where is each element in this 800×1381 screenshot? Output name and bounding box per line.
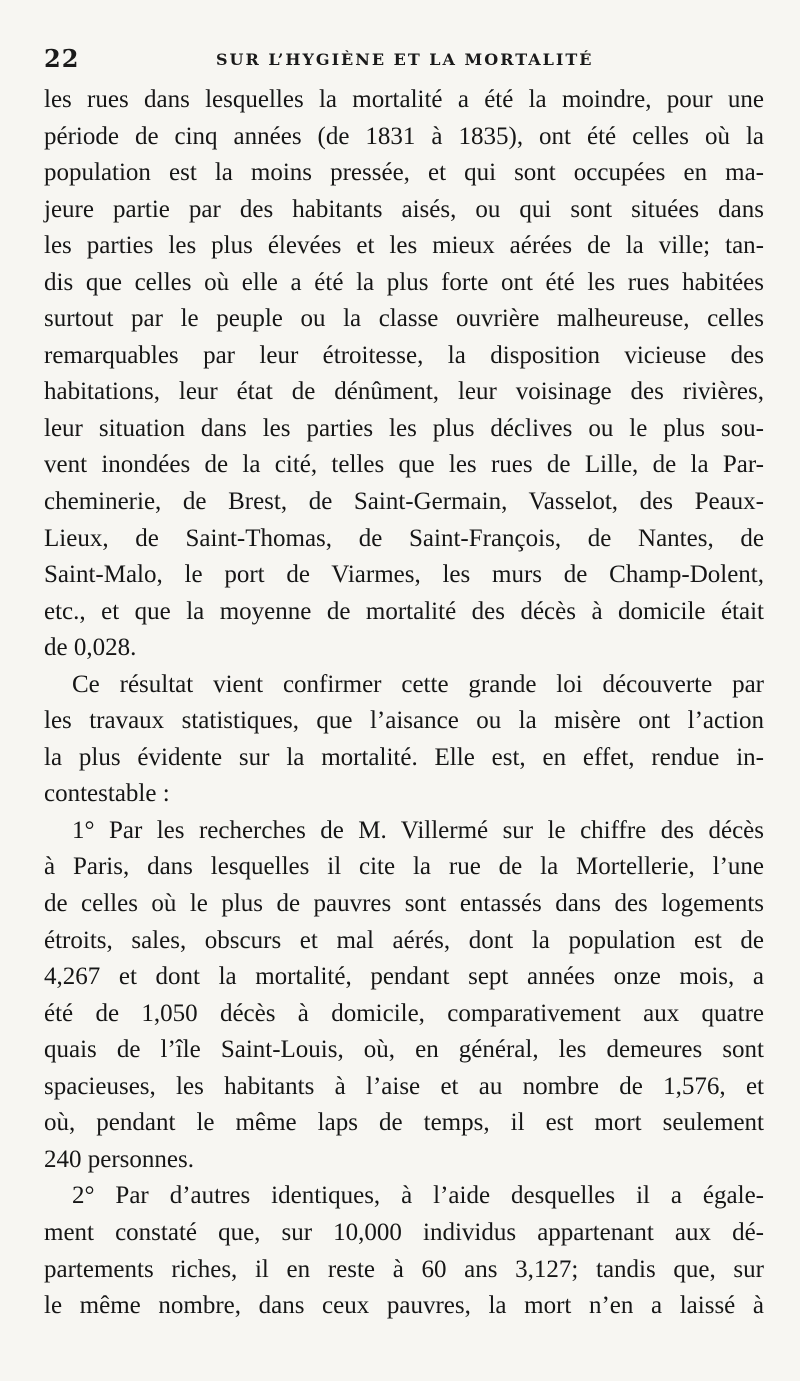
text-line: spacieuses, les habitants à l’aise et au nombre de 1,576, et: [44, 1072, 764, 1100]
text-line: leur situation dans les parties les plus déclives ou le plus sou-: [44, 414, 764, 442]
text-line: contestable :: [44, 780, 170, 808]
body-text: [44, 82, 764, 1325]
text-line: 240 personnes.: [44, 1145, 194, 1173]
text-line: été de 1,050 décès à domicile, comparativement aux quatre: [44, 999, 764, 1027]
text-line: Ce résultat vient confirmer cette grande loi découverte par: [72, 670, 764, 698]
text-line: quais de l’île Saint-Louis, où, en général, les demeures sont: [44, 1036, 764, 1064]
page-number: 22: [44, 44, 80, 73]
text-line: étroits, sales, obscurs et mal aérés, dont la population est de: [44, 926, 764, 954]
text-line: etc., et que la moyenne de mortalité des décès à domicile était: [44, 597, 764, 625]
text-line: population est la moins pressée, et qui sont occupées en ma-: [44, 159, 764, 187]
text-line: où, pendant le même laps de temps, il est mort seulement: [44, 1109, 764, 1137]
text-line: de 0,028.: [44, 634, 137, 662]
text-line: 1° Par les recherches de M. Villermé sur le chiffre des décès: [72, 816, 764, 844]
text-line: les rues dans lesquelles la mortalité a été la moindre, pour une: [44, 86, 764, 113]
text-line: 4,267 et dont la mortalité, pendant sept années onze mois, a: [44, 963, 764, 991]
text-line: Lieux, de Saint-Thomas, de Saint-François, de Nantes, de: [44, 524, 764, 552]
text-line: le même nombre, dans ceux pauvres, la mort n’en a laissé à: [44, 1292, 764, 1320]
text-line: habitations, leur état de dénûment, leur voisinage des rivières,: [44, 378, 764, 406]
text-line: les parties les plus élevées et les mieux aérées de la ville; tan-: [44, 232, 764, 260]
text-line: remarquables par leur étroitesse, la disposition vicieuse des: [44, 341, 764, 369]
text-line: cheminerie, de Brest, de Saint-Germain, Vasselot, des Peaux-: [44, 488, 764, 516]
text-line: surtout par le peuple ou la classe ouvrière malheureuse, celles: [44, 305, 764, 333]
text-line: de celles où le plus de pauvres sont entassés dans des logements: [44, 890, 764, 918]
text-line: ment constaté que, sur 10,000 individus appartenant aux dé-: [44, 1218, 764, 1246]
text-line: vent inondées de la cité, telles que les rues de Lille, de la Par-: [44, 451, 764, 479]
text-line: partements riches, il en reste à 60 ans 3,127; tandis que, sur: [44, 1255, 764, 1283]
text-line: dis que celles où elle a été la plus forte ont été les rues habitées: [44, 268, 764, 296]
text-line: les travaux statistiques, que l’aisance ou la misère ont l’action: [44, 707, 764, 735]
text-line: la plus évidente sur la mortalité. Elle est, en effet, rendue in-: [44, 743, 764, 771]
text-line: Saint-Malo, le port de Viarmes, les murs de Champ-Dolent,: [44, 561, 764, 589]
text-line: 2° Par d’autres identiques, à l’aide desquelles il a égale-: [72, 1182, 764, 1210]
text-line: à Paris, dans lesquelles il cite la rue de la Mortellerie, l’une: [44, 853, 764, 881]
text-line: jeure partie par des habitants aisés, ou qui sont situées dans: [44, 195, 764, 223]
text-line: période de cinq années (de 1831 à 1835), ont été celles où la: [44, 122, 764, 150]
running-title: SUR L’HYGIÈNE ET LA MORTALITÉ: [216, 50, 594, 69]
page-header: [44, 44, 764, 78]
